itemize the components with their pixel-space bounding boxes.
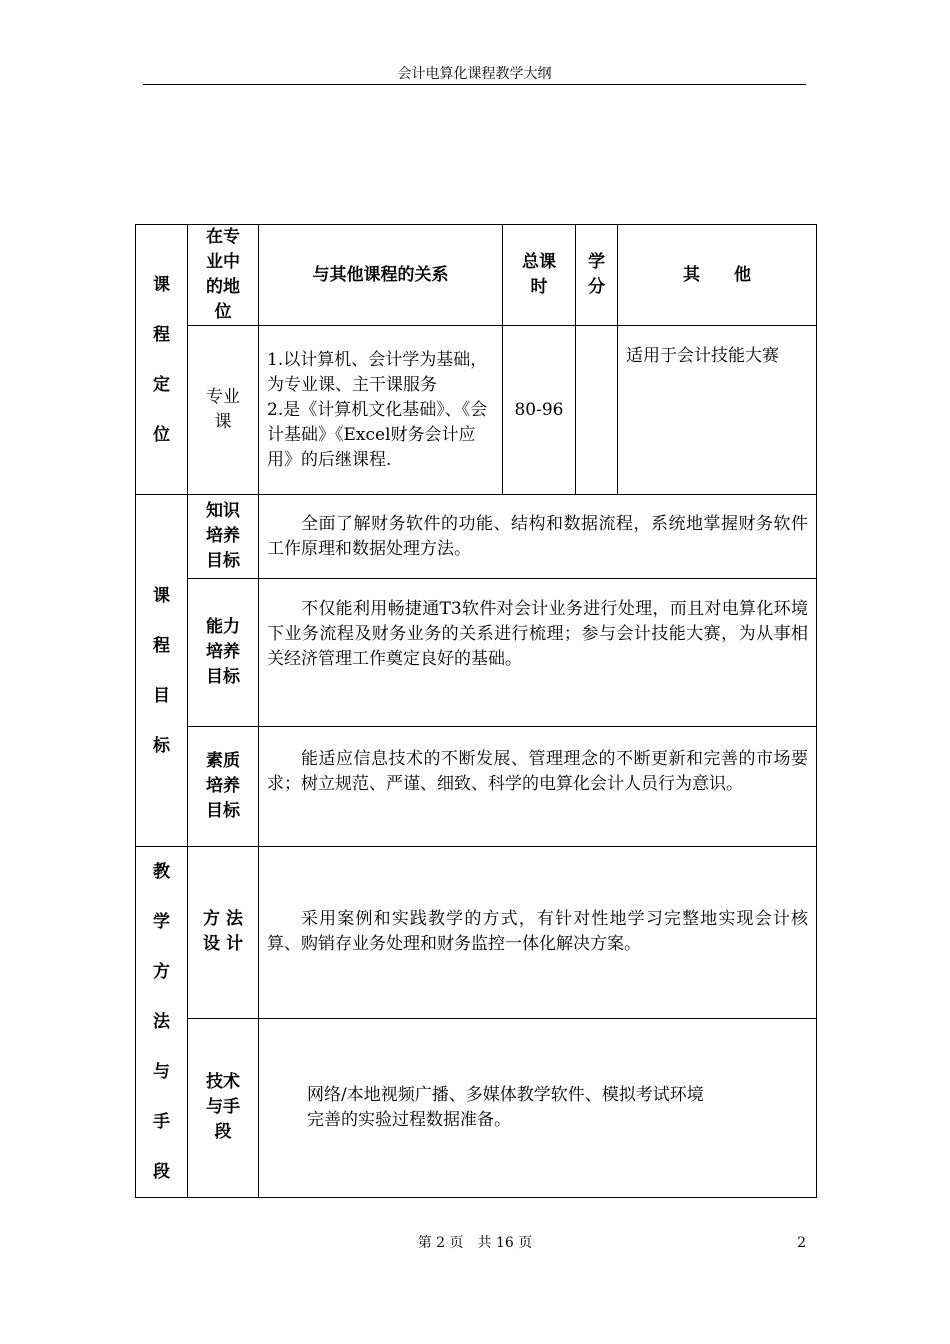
objectives-section-label: 课 程 目 标 [136,495,188,847]
objective-label-quality: 素质培养目标 [188,727,259,847]
means-line-2: 完善的实验过程数据准备。 [307,1109,511,1130]
relation-line-1: 1.以计算机、会计学为基础，为专业课、主干课服务 [267,349,488,395]
method-text-means [259,1018,817,1197]
header-credits: 学分 [576,225,618,326]
means-line-1: 网络/本地视频广播、多媒体教学软件、模拟考试环境 [307,1084,704,1105]
positioning-section-label: 课 程 定 位 [136,225,188,495]
objective-label-knowledge: 知识培养目标 [188,495,259,579]
objective-text-quality: 能适应信息技术的不断发展、管理理念的不断更新和完善的市场要求；树立规范、严谨、细致、科学的电算化会计人员行为意识。 [259,727,817,847]
page-footer [0,1233,950,1253]
relation-line-2: 2.是《计算机文化基础》、《会计基础》《Excel财务会计应用》的后继课程. [267,399,488,470]
footer-page-number: 2 [797,1235,806,1251]
positioning-data-row [136,326,817,495]
objective-label-ability: 能力培养目标 [188,579,259,727]
course-relation [259,326,503,495]
method-label-means: 技术 与手 段 [188,1018,259,1197]
course-hours: 80-96 [503,326,576,495]
syllabus-table [135,224,817,1198]
objective-text-knowledge: 全面了解财务软件的功能、结构和数据流程，系统地掌握财务软件工作原理和数据处理方法。 [259,495,817,579]
course-position: 专业课 [188,326,259,495]
header-other: 其 他 [618,225,817,326]
method-row-means [136,1018,817,1197]
header-relation: 与其他课程的关系 [259,225,503,326]
objective-row-quality [136,727,817,847]
objective-row-knowledge [136,495,817,579]
header-hours: 总课时 [503,225,576,326]
header-position: 在专业中的地位 [188,225,259,326]
header-title: 会计电算化课程教学大纲 [397,66,552,82]
page-header [143,64,806,85]
objective-row-ability [136,579,817,727]
method-label-design: 方 法 设 计 [188,847,259,1019]
course-other: 适用于会计技能大赛 [618,326,817,495]
footer-page-text: 第 2 页 共 16 页 [417,1235,533,1251]
course-credits [576,326,618,495]
positioning-header-row [136,225,817,326]
methods-section-label: 教 学 方 法 与 手 段 [136,847,188,1198]
method-row-design [136,847,817,1019]
objective-text-ability: 不仅能利用畅捷通T3软件对会计业务进行处理，而且对电算化环境下业务流程及财务业务的关系进行梳理；参与会计技能大赛，为从事相关经济管理工作奠定良好的基础。 [259,579,817,727]
method-text-design: 采用案例和实践教学的方式，有针对性地学习完整地实现会计核算、购销存业务处理和财务监控一体化解决方案。 [259,847,817,1019]
